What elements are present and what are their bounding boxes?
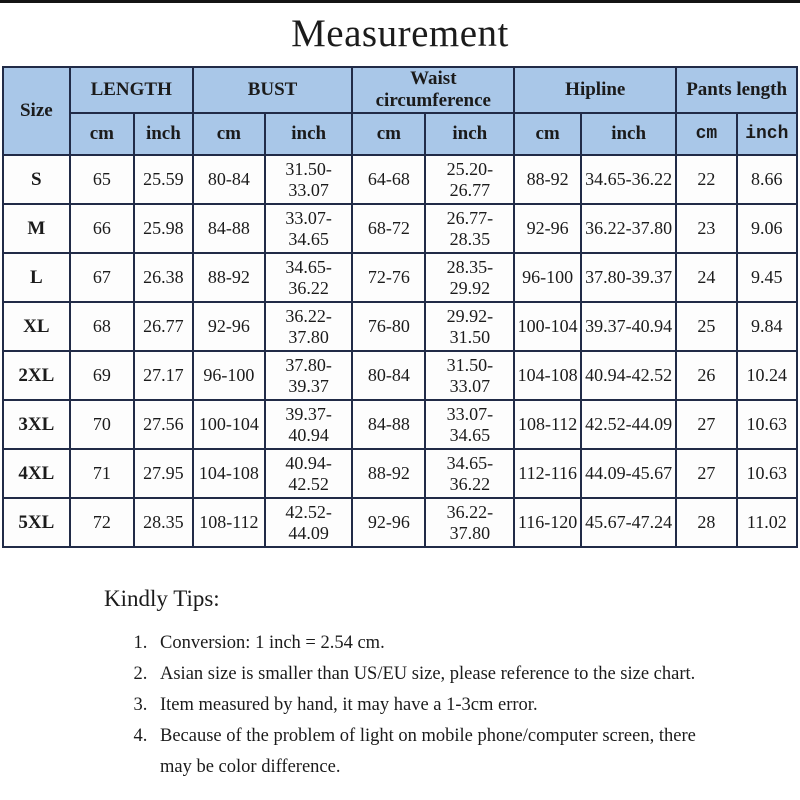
unit-header-cm: cm bbox=[70, 113, 134, 155]
measurement-value-cell: 88-92 bbox=[193, 253, 265, 302]
tips-list bbox=[128, 628, 713, 783]
measurement-value-cell: 116-120 bbox=[514, 498, 581, 547]
measurement-value-cell: 34.65-36.22 bbox=[581, 155, 676, 204]
group-header-waist: Waist circumference bbox=[352, 67, 514, 113]
measurement-value-cell: 25 bbox=[676, 302, 736, 351]
measurement-value-cell: 88-92 bbox=[352, 449, 425, 498]
measurement-value-cell: 23 bbox=[676, 204, 736, 253]
page-title: Measurement bbox=[291, 12, 509, 55]
measurement-value-cell: 27 bbox=[676, 400, 736, 449]
unit-header-cm: cm bbox=[193, 113, 265, 155]
measurement-value-cell: 29.92-31.50 bbox=[425, 302, 514, 351]
group-header-bust: BUST bbox=[193, 67, 353, 113]
size-label-cell: M bbox=[3, 204, 70, 253]
measurement-value-cell: 92-96 bbox=[514, 204, 581, 253]
measurement-value-cell: 37.80-39.37 bbox=[265, 351, 352, 400]
measurement-value-cell: 65 bbox=[70, 155, 134, 204]
size-label-cell: 4XL bbox=[3, 449, 70, 498]
tips-heading: Kindly Tips: bbox=[104, 586, 220, 611]
table-row bbox=[3, 204, 797, 253]
measurement-value-cell: 71 bbox=[70, 449, 134, 498]
measurement-value-cell: 92-96 bbox=[193, 302, 265, 351]
measurement-value-cell: 84-88 bbox=[352, 400, 425, 449]
measurement-value-cell: 28 bbox=[676, 498, 736, 547]
measurement-value-cell: 28.35-29.92 bbox=[425, 253, 514, 302]
table-row bbox=[3, 253, 797, 302]
measurement-value-cell: 108-112 bbox=[193, 498, 265, 547]
measurement-value-cell: 26.77-28.35 bbox=[425, 204, 514, 253]
unit-header-row bbox=[3, 113, 797, 155]
measurement-value-cell: 96-100 bbox=[514, 253, 581, 302]
measurement-value-cell: 33.07-34.65 bbox=[425, 400, 514, 449]
measurement-value-cell: 36.22-37.80 bbox=[265, 302, 352, 351]
size-label-cell: L bbox=[3, 253, 70, 302]
measurement-value-cell: 100-104 bbox=[193, 400, 265, 449]
measurement-value-cell: 39.37-40.94 bbox=[581, 302, 676, 351]
measurement-value-cell: 40.94-42.52 bbox=[581, 351, 676, 400]
measurement-value-cell: 40.94-42.52 bbox=[265, 449, 352, 498]
measurement-value-cell: 25.98 bbox=[134, 204, 193, 253]
measurement-value-cell: 28.35 bbox=[134, 498, 193, 547]
measurement-value-cell: 112-116 bbox=[514, 449, 581, 498]
measurement-value-cell: 80-84 bbox=[193, 155, 265, 204]
measurement-value-cell: 27.17 bbox=[134, 351, 193, 400]
measurement-value-cell: 10.63 bbox=[737, 400, 797, 449]
measurement-value-cell: 22 bbox=[676, 155, 736, 204]
unit-header-inch: inch bbox=[425, 113, 514, 155]
group-header-hipline: Hipline bbox=[514, 67, 676, 113]
measurement-value-cell: 27.95 bbox=[134, 449, 193, 498]
measurement-value-cell: 25.59 bbox=[134, 155, 193, 204]
size-label-cell: 3XL bbox=[3, 400, 70, 449]
measurement-value-cell: 39.37-40.94 bbox=[265, 400, 352, 449]
unit-header-cm: cm bbox=[676, 113, 736, 155]
measurement-value-cell: 45.67-47.24 bbox=[581, 498, 676, 547]
tip-item: 2. Asian size is smaller than US/EU size, please reference to the size chart. bbox=[152, 659, 713, 690]
measurement-value-cell: 70 bbox=[70, 400, 134, 449]
measurement-value-cell: 27.56 bbox=[134, 400, 193, 449]
measurement-value-cell: 9.06 bbox=[737, 204, 797, 253]
measurement-value-cell: 31.50-33.07 bbox=[425, 351, 514, 400]
measurement-value-cell: 26.77 bbox=[134, 302, 193, 351]
measurement-value-cell: 25.20-26.77 bbox=[425, 155, 514, 204]
unit-header-cm: cm bbox=[352, 113, 425, 155]
measurement-value-cell: 34.65-36.22 bbox=[265, 253, 352, 302]
measurement-value-cell: 24 bbox=[676, 253, 736, 302]
measurement-value-cell: 33.07-34.65 bbox=[265, 204, 352, 253]
measurement-value-cell: 9.45 bbox=[737, 253, 797, 302]
measurement-value-cell: 44.09-45.67 bbox=[581, 449, 676, 498]
unit-header-inch: inch bbox=[265, 113, 352, 155]
measurement-value-cell: 76-80 bbox=[352, 302, 425, 351]
unit-header-cm: cm bbox=[514, 113, 581, 155]
measurement-value-cell: 68-72 bbox=[352, 204, 425, 253]
measurement-value-cell: 10.63 bbox=[737, 449, 797, 498]
measurement-value-cell: 84-88 bbox=[193, 204, 265, 253]
table-row bbox=[3, 449, 797, 498]
size-label-cell: S bbox=[3, 155, 70, 204]
group-header-pants-length: Pants length bbox=[676, 67, 797, 113]
measurement-value-cell: 66 bbox=[70, 204, 134, 253]
measurement-value-cell: 104-108 bbox=[514, 351, 581, 400]
table-row bbox=[3, 155, 797, 204]
measurement-value-cell: 108-112 bbox=[514, 400, 581, 449]
measurement-value-cell: 37.80-39.37 bbox=[581, 253, 676, 302]
measurement-value-cell: 88-92 bbox=[514, 155, 581, 204]
measurement-value-cell: 8.66 bbox=[737, 155, 797, 204]
measurement-value-cell: 69 bbox=[70, 351, 134, 400]
measurement-value-cell: 104-108 bbox=[193, 449, 265, 498]
size-column-header: Size bbox=[3, 67, 70, 155]
size-table-body bbox=[3, 155, 797, 547]
unit-header-inch: inch bbox=[737, 113, 797, 155]
measurement-value-cell: 27 bbox=[676, 449, 736, 498]
tip-item: 1. Conversion: 1 inch = 2.54 cm. bbox=[152, 628, 713, 659]
measurement-value-cell: 36.22-37.80 bbox=[581, 204, 676, 253]
tip-item: 4. Because of the problem of light on mobile phone/computer screen, there may be color difference. bbox=[152, 721, 713, 783]
measurement-value-cell: 72-76 bbox=[352, 253, 425, 302]
measurement-value-cell: 100-104 bbox=[514, 302, 581, 351]
measurement-value-cell: 42.52-44.09 bbox=[581, 400, 676, 449]
tip-item: 3. Item measured by hand, it may have a 1-3cm error. bbox=[152, 690, 713, 721]
table-row bbox=[3, 351, 797, 400]
measurement-value-cell: 31.50-33.07 bbox=[265, 155, 352, 204]
table-row bbox=[3, 302, 797, 351]
measurement-value-cell: 10.24 bbox=[737, 351, 797, 400]
unit-header-inch: inch bbox=[134, 113, 193, 155]
table-row bbox=[3, 498, 797, 547]
size-measurement-table bbox=[2, 66, 798, 548]
measurement-value-cell: 26.38 bbox=[134, 253, 193, 302]
size-label-cell: 5XL bbox=[3, 498, 70, 547]
measurement-value-cell: 72 bbox=[70, 498, 134, 547]
measurement-value-cell: 67 bbox=[70, 253, 134, 302]
unit-header-inch: inch bbox=[581, 113, 676, 155]
table-row bbox=[3, 400, 797, 449]
measurement-value-cell: 9.84 bbox=[737, 302, 797, 351]
measurement-value-cell: 34.65-36.22 bbox=[425, 449, 514, 498]
measurement-value-cell: 26 bbox=[676, 351, 736, 400]
measurement-value-cell: 64-68 bbox=[352, 155, 425, 204]
group-header-length: LENGTH bbox=[70, 67, 193, 113]
group-header-row bbox=[3, 67, 797, 113]
top-border-line bbox=[0, 0, 800, 3]
measurement-value-cell: 11.02 bbox=[737, 498, 797, 547]
size-label-cell: XL bbox=[3, 302, 70, 351]
measurement-value-cell: 42.52-44.09 bbox=[265, 498, 352, 547]
size-label-cell: 2XL bbox=[3, 351, 70, 400]
measurement-value-cell: 92-96 bbox=[352, 498, 425, 547]
measurement-value-cell: 80-84 bbox=[352, 351, 425, 400]
measurement-value-cell: 36.22-37.80 bbox=[425, 498, 514, 547]
measurement-value-cell: 96-100 bbox=[193, 351, 265, 400]
measurement-value-cell: 68 bbox=[70, 302, 134, 351]
